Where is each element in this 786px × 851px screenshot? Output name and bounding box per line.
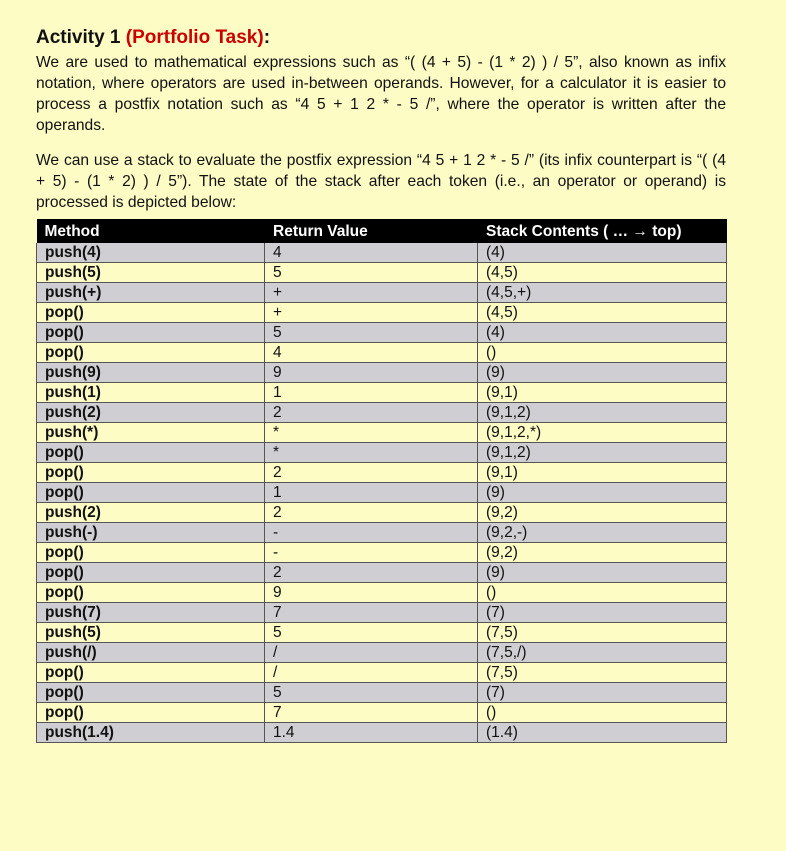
cell-return-value: 9 bbox=[265, 583, 478, 603]
table-row bbox=[37, 323, 727, 343]
table-row bbox=[37, 403, 727, 423]
cell-method: push(9) bbox=[37, 363, 265, 383]
cell-method: push(1) bbox=[37, 383, 265, 403]
cell-stack-contents: (9,1) bbox=[478, 463, 727, 483]
table-row bbox=[37, 683, 727, 703]
cell-return-value: 2 bbox=[265, 403, 478, 423]
cell-method: push(5) bbox=[37, 623, 265, 643]
cell-return-value: 7 bbox=[265, 603, 478, 623]
table-row bbox=[37, 563, 727, 583]
cell-method: pop() bbox=[37, 463, 265, 483]
activity-title: Activity 1 bbox=[36, 27, 121, 48]
cell-stack-contents: (9,2,-) bbox=[478, 523, 727, 543]
table-row bbox=[37, 463, 727, 483]
cell-method: push(*) bbox=[37, 423, 265, 443]
cell-method: push(1.4) bbox=[37, 723, 265, 743]
cell-method: pop() bbox=[37, 563, 265, 583]
cell-method: push(7) bbox=[37, 603, 265, 623]
cell-method: push(/) bbox=[37, 643, 265, 663]
cell-return-value: 5 bbox=[265, 323, 478, 343]
cell-stack-contents: (9,1,2,*) bbox=[478, 423, 727, 443]
intro-paragraph: We are used to mathematical expressions such as “( (4 + 5) - (1 * 2) ) / 5”, also known as infix notation, where operators are used in-between operands. However, for a calculator it is easier to process a postfix notation such as “4 5 + 1 2 * - 5 /”, where the operator is written after the operands. bbox=[36, 54, 726, 134]
cell-stack-contents: (9,1,2) bbox=[478, 403, 727, 423]
cell-return-value: 5 bbox=[265, 263, 478, 283]
cell-stack-contents: (4) bbox=[478, 323, 727, 343]
cell-stack-contents: (7,5) bbox=[478, 623, 727, 643]
table-row bbox=[37, 703, 727, 723]
cell-method: pop() bbox=[37, 663, 265, 683]
table-row bbox=[37, 283, 727, 303]
table-row bbox=[37, 263, 727, 283]
cell-return-value: 1 bbox=[265, 483, 478, 503]
cell-stack-contents: (4) bbox=[478, 243, 727, 263]
cell-method: pop() bbox=[37, 583, 265, 603]
cell-stack-contents: (7) bbox=[478, 603, 727, 623]
cell-method: push(4) bbox=[37, 243, 265, 263]
cell-method: push(2) bbox=[37, 403, 265, 423]
header-return-value: Return Value bbox=[265, 219, 478, 243]
cell-return-value: 2 bbox=[265, 463, 478, 483]
cell-stack-contents: (9,1) bbox=[478, 383, 727, 403]
cell-return-value: / bbox=[265, 663, 478, 683]
cell-return-value: 5 bbox=[265, 623, 478, 643]
cell-return-value: 7 bbox=[265, 703, 478, 723]
header-stack-contents: Stack Contents ( … → top) bbox=[478, 219, 727, 243]
cell-stack-contents: (9) bbox=[478, 483, 727, 503]
table-row bbox=[37, 663, 727, 683]
cell-stack-contents: () bbox=[478, 583, 727, 603]
table-row bbox=[37, 443, 727, 463]
cell-return-value: 9 bbox=[265, 363, 478, 383]
cell-method: pop() bbox=[37, 323, 265, 343]
table-row bbox=[37, 543, 727, 563]
table-row bbox=[37, 723, 727, 743]
table-row bbox=[37, 363, 727, 383]
cell-method: push(+) bbox=[37, 283, 265, 303]
table-row bbox=[37, 523, 727, 543]
table-row bbox=[37, 483, 727, 503]
table-row bbox=[37, 303, 727, 323]
stack-paragraph: We can use a stack to evaluate the postfix expression “4 5 + 1 2 * - 5 /” (its infix counterpart is “( (4 + 5) - (1 * 2) ) / 5”). The state of the stack after each token (i.e., an operator or operand) is processed is depicted below: bbox=[36, 152, 726, 211]
cell-method: push(5) bbox=[37, 263, 265, 283]
cell-stack-contents: (9,2) bbox=[478, 543, 727, 563]
cell-stack-contents: (9,1,2) bbox=[478, 443, 727, 463]
cell-return-value: 1.4 bbox=[265, 723, 478, 743]
cell-stack-contents: (9) bbox=[478, 363, 727, 383]
portfolio-task-tag: (Portfolio Task) bbox=[125, 27, 264, 48]
cell-return-value: + bbox=[265, 283, 478, 303]
stack-trace-table bbox=[36, 219, 727, 743]
table-row bbox=[37, 623, 727, 643]
cell-stack-contents: (4,5) bbox=[478, 303, 727, 323]
cell-return-value: 4 bbox=[265, 243, 478, 263]
cell-return-value: 5 bbox=[265, 683, 478, 703]
cell-return-value: 2 bbox=[265, 563, 478, 583]
cell-method: push(-) bbox=[37, 523, 265, 543]
cell-stack-contents: (4,5,+) bbox=[478, 283, 727, 303]
cell-method: pop() bbox=[37, 683, 265, 703]
cell-return-value: * bbox=[265, 423, 478, 443]
cell-method: pop() bbox=[37, 483, 265, 503]
table-row bbox=[37, 343, 727, 363]
table-row bbox=[37, 503, 727, 523]
table-body bbox=[37, 243, 727, 743]
cell-stack-contents: (9) bbox=[478, 563, 727, 583]
cell-stack-contents: () bbox=[478, 703, 727, 723]
activity-section bbox=[36, 26, 726, 743]
cell-return-value: / bbox=[265, 643, 478, 663]
cell-method: pop() bbox=[37, 703, 265, 723]
table-row bbox=[37, 583, 727, 603]
header-method: Method bbox=[37, 219, 265, 243]
cell-method: push(2) bbox=[37, 503, 265, 523]
table-row bbox=[37, 383, 727, 403]
activity-heading bbox=[36, 26, 726, 50]
cell-stack-contents: (9,2) bbox=[478, 503, 727, 523]
cell-return-value: 1 bbox=[265, 383, 478, 403]
cell-method: pop() bbox=[37, 343, 265, 363]
cell-return-value: * bbox=[265, 443, 478, 463]
cell-stack-contents: (1.4) bbox=[478, 723, 727, 743]
cell-stack-contents: (7) bbox=[478, 683, 727, 703]
cell-return-value: + bbox=[265, 303, 478, 323]
table-row bbox=[37, 243, 727, 263]
table-header-row bbox=[37, 219, 727, 243]
table-row bbox=[37, 603, 727, 623]
cell-method: pop() bbox=[37, 543, 265, 563]
cell-stack-contents: (4,5) bbox=[478, 263, 727, 283]
table-row bbox=[37, 643, 727, 663]
cell-return-value: - bbox=[265, 523, 478, 543]
cell-stack-contents: (7,5) bbox=[478, 663, 727, 683]
cell-stack-contents: (7,5,/) bbox=[478, 643, 727, 663]
cell-stack-contents: () bbox=[478, 343, 727, 363]
cell-return-value: - bbox=[265, 543, 478, 563]
cell-method: pop() bbox=[37, 443, 265, 463]
heading-colon: : bbox=[263, 27, 271, 48]
cell-method: pop() bbox=[37, 303, 265, 323]
table-row bbox=[37, 423, 727, 443]
cell-return-value: 4 bbox=[265, 343, 478, 363]
cell-return-value: 2 bbox=[265, 503, 478, 523]
